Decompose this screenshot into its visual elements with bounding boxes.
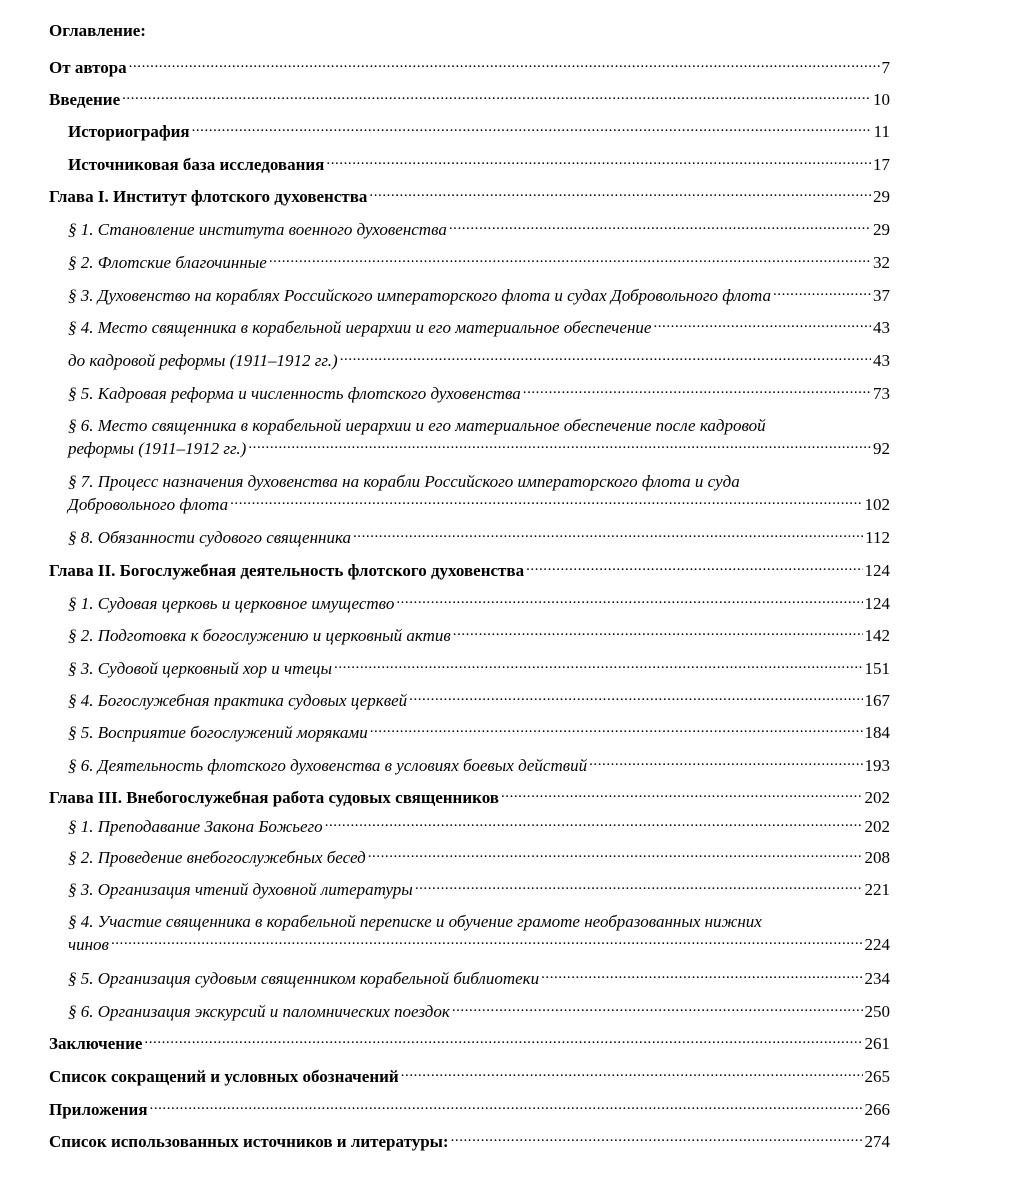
dot-leader [192,120,872,137]
dot-leader [451,1130,863,1147]
toc-entry-title: § 3. Судовой церковный хор и чтецы [68,659,333,678]
toc-entry-title: Приложения [49,1100,148,1119]
toc-page-number: 102 [864,495,890,514]
dot-leader [526,559,862,576]
toc-entry-title: Глава III. Внебогослужебная работа судовых священников [49,788,499,807]
toc-entry-title: § 2. Проведение внебогослужебных бесед [68,848,366,867]
toc-page-number: 32 [873,253,890,272]
toc-entry-title: до кадровой реформы (1911–1912 гг.) [68,351,338,370]
toc-page-number: 274 [864,1132,890,1151]
toc-entry[interactable] [68,592,890,615]
dot-leader [368,846,863,863]
toc-entry[interactable] [68,251,890,274]
dot-leader [653,316,871,333]
dot-leader [334,657,862,674]
dot-leader [129,56,880,73]
toc-entry[interactable] [68,721,890,744]
toc-entry[interactable] [68,382,890,405]
toc-page-number: 221 [864,880,890,899]
toc-page-number: 10 [873,90,890,109]
toc-entry-title: Источниковая база исследования [68,155,325,174]
toc-page-number: 167 [864,691,890,710]
toc-page-number: 17 [873,155,890,174]
toc-entry[interactable] [68,846,890,869]
dot-leader [369,185,871,202]
toc-page-number: 266 [864,1100,890,1119]
toc-entry-title: § 5. Кадровая реформа и численность флотского духовенства [68,384,521,403]
toc-entry-title: Список сокращений и условных обозначений [49,1067,399,1086]
toc-entry-title-continued: чинов [68,935,109,954]
toc-entry-title: § 1. Судовая церковь и церковное имущество [68,594,395,613]
dot-leader [409,689,862,706]
toc-page-number: 73 [873,384,890,403]
toc-entry[interactable] [49,1130,890,1153]
toc-entry-title-continued: реформы (1911–1912 гг.) [68,439,247,458]
toc-entry-title: § 8. Обязанности судового священника [68,528,351,547]
toc-page-number: 37 [873,286,890,305]
toc-entry[interactable] [68,153,890,176]
toc-page-number: 43 [873,351,890,370]
toc-page-number: 202 [864,817,890,836]
toc-entry[interactable] [68,218,890,241]
toc-entry[interactable] [68,120,890,143]
toc-entry-title: § 6. Место священника в корабельной иерархии и его материальное обеспечение после кадровой [68,416,766,435]
toc-entry[interactable] [49,786,890,809]
toc-page-number: 193 [864,756,890,775]
dot-leader [370,721,863,738]
dot-leader [449,218,871,235]
toc-entry[interactable] [49,1032,890,1055]
toc-page-number: 265 [864,1067,890,1086]
dot-leader [415,878,863,895]
toc-entry-title: § 2. Подготовка к богослужению и церковный актив [68,626,451,645]
toc-page-number: 224 [864,935,890,954]
toc-entry[interactable] [49,88,890,111]
toc-page-number: 7 [881,58,890,77]
toc-page-number: 142 [864,626,890,645]
toc-page-number: 208 [864,848,890,867]
toc-page-number: 124 [864,561,890,580]
toc-entry[interactable] [68,414,890,460]
toc-page-number: 250 [864,1002,890,1021]
toc-entry[interactable] [68,526,890,549]
dot-leader [773,284,871,301]
toc-entry-title: Введение [49,90,121,109]
toc-entry[interactable] [68,815,890,838]
toc-entry[interactable] [49,559,890,582]
dot-leader [269,251,871,268]
dot-leader [122,88,871,105]
toc-entry[interactable] [68,657,890,680]
toc-page-number: 11 [873,122,890,141]
toc-entry-title: Глава I. Институт флотского духовенства [49,187,368,206]
toc-entry[interactable] [68,878,890,901]
toc-page-number: 261 [864,1034,890,1053]
dot-leader [150,1098,863,1115]
toc-entry-title: От автора [49,58,127,77]
toc-page-number: 29 [873,187,890,206]
toc-entry-title: § 2. Флотские благочинные [68,253,267,272]
toc-entry-title: § 7. Процесс назначения духовенства на корабли Российского императорского флота и суда [68,472,740,491]
dot-leader [111,933,863,950]
toc-entry[interactable] [68,910,890,956]
toc-entry-title: § 5. Организация судовым священником корабельной библиотеки [68,969,540,988]
toc-entry[interactable] [68,1000,890,1023]
dot-leader [340,349,871,366]
dot-leader [541,967,862,984]
dot-leader [589,754,862,771]
toc-entry-title: § 5. Восприятие богослужений моряками [68,723,368,742]
toc-entry-title: § 6. Деятельность флотского духовенства в условиях боевых действий [68,756,588,775]
toc-page-number: 92 [873,439,890,458]
toc-entry-title: § 4. Место священника в корабельной иерархии и его материальное обеспечение [68,318,652,337]
toc-page-number: 151 [864,659,890,678]
toc-entry[interactable] [68,316,890,339]
toc-entry-title-continued: Добровольного флота [68,495,229,514]
toc-entry[interactable] [49,1065,890,1088]
dot-leader [523,382,871,399]
toc-page-number: 234 [864,969,890,988]
toc-entry[interactable] [49,56,890,79]
dot-leader [325,815,863,832]
toc-entry-title: § 3. Духовенство на кораблях Российского императорского флота и судах Добровольного флота [68,286,771,305]
dot-leader [230,493,862,510]
toc-entry[interactable] [68,470,890,516]
toc-entry-title: Глава II. Богослужебная деятельность флотского духовенства [49,561,525,580]
toc-entry-title: § 1. Становление института военного духовенства [68,220,447,239]
toc-entry[interactable] [68,349,890,372]
toc-page-number: 112 [865,528,890,547]
toc-entry[interactable] [68,624,890,647]
dot-leader [326,153,871,170]
dot-leader [248,437,871,454]
toc-entry-title: § 1. Преподавание Закона Божьего [68,817,323,836]
toc-entry-title: § 4. Богослужебная практика судовых церквей [68,691,408,710]
dot-leader [452,1000,863,1017]
dot-leader [144,1032,862,1049]
dot-leader [353,526,863,543]
toc-entry[interactable] [68,754,890,777]
toc-heading: Оглавление: [49,21,146,40]
toc-entry-title: Заключение [49,1034,143,1053]
dot-leader [453,624,863,641]
toc-entry-title: § 3. Организация чтений духовной литературы [68,880,413,899]
toc-page-number: 43 [873,318,890,337]
toc-entry[interactable] [49,185,890,208]
toc-page-number: 29 [873,220,890,239]
toc-entry-title: Список использованных источников и литературы: [49,1132,449,1151]
toc-entry-title: § 6. Организация экскурсий и паломнических поездок [68,1002,450,1021]
dot-leader [396,592,862,609]
toc-entry[interactable] [68,689,890,712]
toc-page-number: 184 [864,723,890,742]
dot-leader [501,786,863,803]
toc-entry[interactable] [49,1098,890,1121]
toc-page-number: 202 [864,788,890,807]
toc-entry-title: Историография [68,122,190,141]
toc-entry[interactable] [68,284,890,307]
toc-page-number: 124 [864,594,890,613]
toc-entry[interactable] [68,967,890,990]
toc-entry-title: § 4. Участие священника в корабельной переписке и обучение грамоте необразованных нижних [68,912,762,931]
dot-leader [401,1065,863,1082]
